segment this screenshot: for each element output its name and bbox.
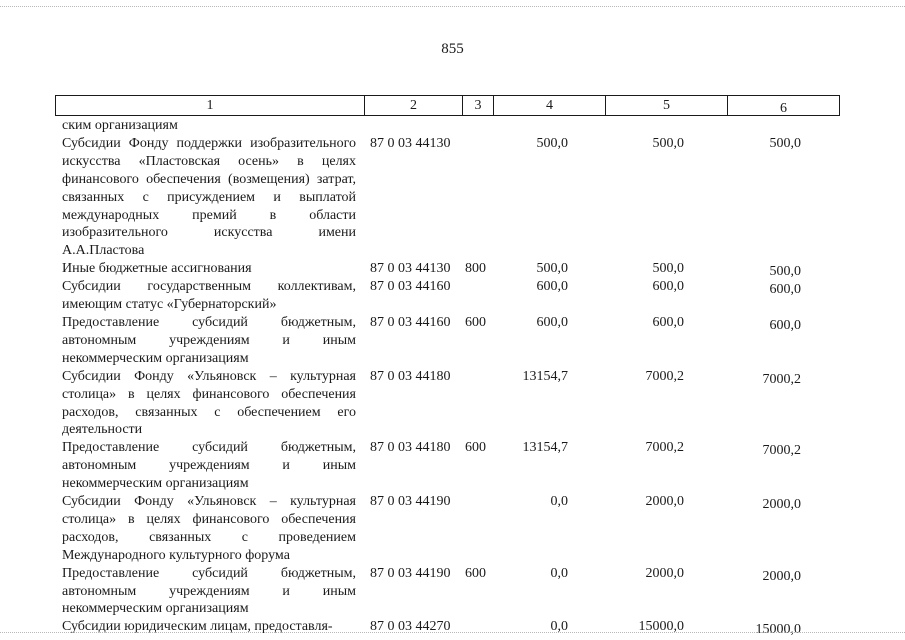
row-value-col4: 500,0: [536, 261, 568, 277]
table-row: [0, 135, 905, 260]
table-row: [0, 439, 905, 493]
row-expense-type: 600: [465, 565, 486, 581]
row-value-col5: 600,0: [652, 314, 684, 330]
row-value-col5: 7000,2: [645, 440, 684, 456]
row-value-col4: 600,0: [536, 279, 568, 295]
row-name: ским организациям: [62, 118, 178, 133]
row-value-col6: 500,0: [769, 135, 801, 151]
row-expense-type: 600: [465, 440, 486, 456]
row-name: Субсидии государственным коллективам, имеющим статус «Губернаторский»: [62, 279, 356, 313]
row-name: Субсидии юридическим лицам, предоставля-: [62, 619, 333, 635]
row-value-col4: 0,0: [550, 494, 568, 510]
row-name: Предоставление субсидий бюджетным, автономным учреждениям и иным некоммерческим организациям: [62, 565, 356, 617]
table-row: [0, 260, 905, 278]
row-name: Предоставление субсидий бюджетным, автономным учреждениям и иным некоммерческим организациям: [62, 440, 356, 492]
row-value-col6: 600,0: [769, 282, 801, 298]
table-row: [0, 368, 905, 440]
column-header-5: 5: [606, 96, 728, 115]
row-value-col5: 2000,0: [645, 565, 684, 581]
row-expense-type: 600: [465, 314, 486, 330]
row-code: 87 0 03 44270: [370, 619, 451, 635]
row-value-col6: 7000,2: [762, 443, 801, 459]
row-value-col4: 600,0: [536, 314, 568, 330]
row-value-col4: 0,0: [550, 619, 568, 635]
row-value-col5: 500,0: [652, 261, 684, 277]
row-value-col6: 500,0: [769, 264, 801, 280]
row-code: 87 0 03 44190: [370, 565, 451, 581]
row-name: Иные бюджетные ассигнования: [62, 261, 252, 277]
row-code: 87 0 03 44130: [370, 261, 451, 277]
row-value-col5: 7000,2: [645, 368, 684, 384]
row-value-col4: 0,0: [550, 565, 568, 581]
row-value-col6: 15000,0: [755, 622, 801, 638]
row-name: Субсидии Фонду «Ульяновск – культурная столица» в целях финансового обеспечения расходов, связанных с обеспечением его деятельности: [62, 368, 356, 438]
table-row: [0, 278, 905, 314]
row-value-col6: 600,0: [769, 317, 801, 333]
row-value-col6: 2000,0: [762, 568, 801, 584]
table-row: [0, 314, 905, 368]
row-value-col5: 500,0: [652, 135, 684, 151]
row-value-col4: 13154,7: [522, 440, 568, 456]
row-value-col5: 600,0: [652, 279, 684, 295]
row-value-col6: 7000,2: [762, 371, 801, 387]
row-name: Субсидии Фонду «Ульяновск – культурная столица» в целях финансового обеспечения расходов, связанных с проведением Международного культурного форума: [62, 494, 356, 563]
table-row: [0, 493, 905, 565]
row-code: 87 0 03 44180: [370, 440, 451, 456]
table-row: [0, 565, 905, 619]
column-header-1: 1: [56, 96, 365, 115]
row-name: Предоставление субсидий бюджетным, автономным учреждениям и иным некоммерческим организациям: [62, 314, 356, 366]
column-header-4: 4: [494, 96, 606, 115]
table-row: [0, 618, 905, 636]
row-code: 87 0 03 44160: [370, 279, 451, 295]
column-header-2: 2: [365, 96, 463, 115]
table-row: [0, 117, 905, 135]
row-code: 87 0 03 44190: [370, 494, 451, 510]
row-code: 87 0 03 44160: [370, 314, 451, 330]
row-expense-type: 800: [465, 261, 486, 277]
row-value-col4: 13154,7: [522, 368, 568, 384]
row-value-col5: 2000,0: [645, 494, 684, 510]
row-value-col5: 15000,0: [638, 619, 684, 635]
scan-edge-bottom: [0, 632, 905, 633]
scan-edge-top: [0, 6, 905, 7]
row-code: 87 0 03 44180: [370, 368, 451, 384]
row-value-col6: 2000,0: [762, 497, 801, 513]
table-header: [55, 95, 840, 116]
table-body: [0, 117, 905, 636]
column-header-3: 3: [463, 96, 494, 115]
column-header-6: 6: [780, 101, 787, 116]
row-code: 87 0 03 44130: [370, 135, 451, 151]
row-value-col4: 500,0: [536, 135, 568, 151]
page-number: 855: [441, 41, 464, 57]
row-name: Субсидии Фонду поддержки изобразительного искусства «Пластовская осень» в целях финансового обеспечения (возмещения) затрат, связанных с присуждением и выплатой международных премий в области изобразительного искусства имени А.А.Пластова: [62, 135, 356, 259]
